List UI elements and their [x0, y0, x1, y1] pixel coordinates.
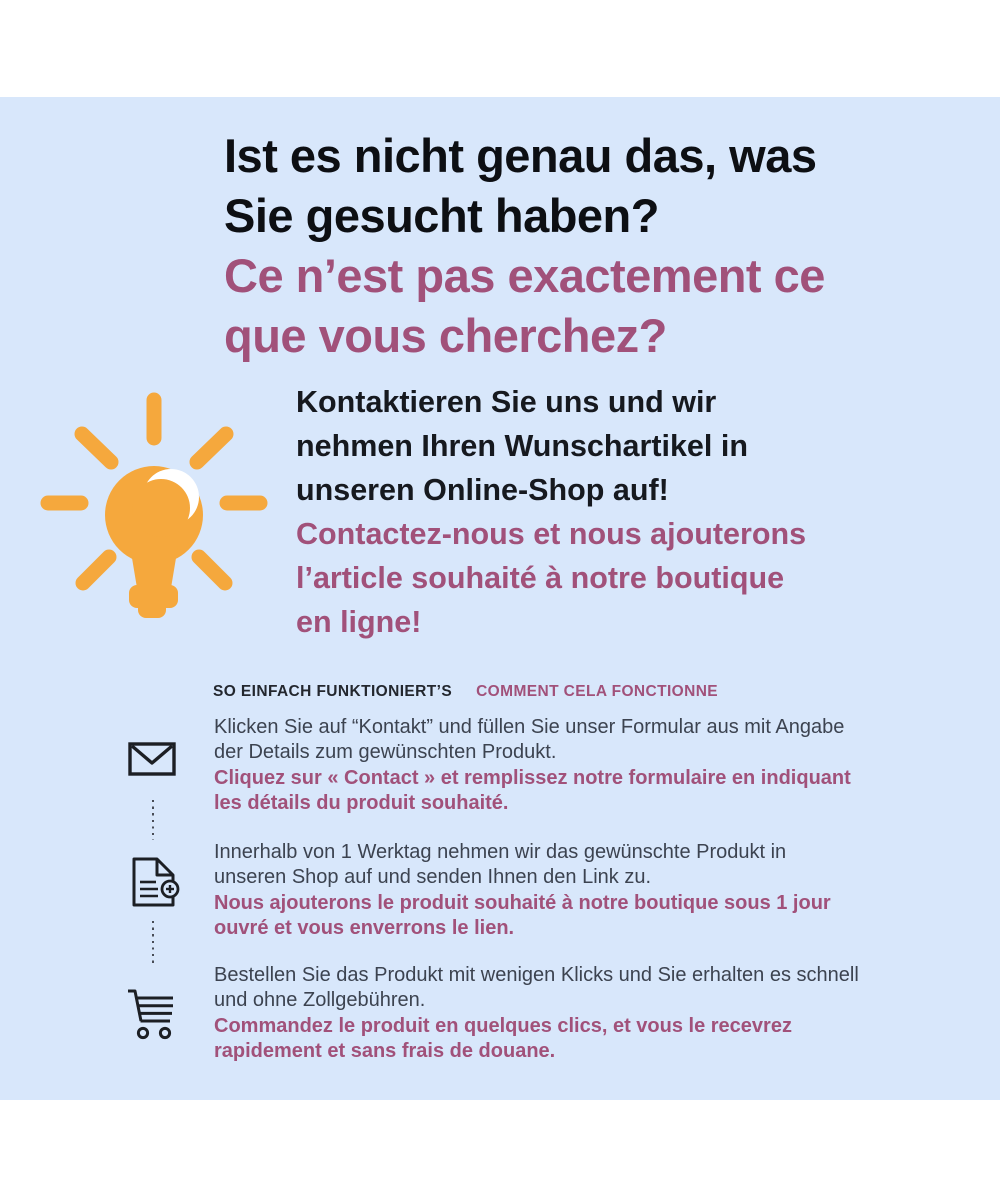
envelope-icon: [128, 742, 176, 776]
hero-de-line1: Ist es nicht genau das, was: [224, 129, 817, 182]
hero-fr-line1: Ce n’est pas exactement ce: [224, 249, 825, 302]
hero-fr-line2: que vous cherchez?: [224, 309, 667, 362]
dotted-connector-1: [152, 800, 154, 840]
dotted-connector-2: [152, 921, 154, 966]
hero-de-line2: Sie gesucht haben?: [224, 189, 659, 242]
lightbulb-icon: [40, 388, 268, 628]
step-3-de-line1: Bestellen Sie das Produkt mit wenigen Klicks und Sie erhalten es schnell: [214, 964, 859, 986]
step-3-fr-line1: Commandez le produit en quelques clics, et vous le recevrez: [214, 1014, 792, 1037]
step-2: [214, 840, 974, 942]
section-heading-fr: COMMENT CELA FONCTIONNE: [476, 683, 719, 700]
section-heading: [213, 683, 718, 701]
step-1: [214, 715, 974, 817]
intro-text: [296, 380, 806, 644]
step-2-de-line1: Innerhalb von 1 Werktag nehmen wir das gewünschte Produkt in: [214, 841, 787, 863]
intro-de-line3: unseren Online-Shop auf!: [296, 473, 669, 507]
intro-fr-line1: Contactez-nous et nous ajouterons: [296, 517, 807, 551]
intro-de-line2: nehmen Ihren Wunschartikel in: [296, 429, 748, 463]
intro-fr-line2: l’article souhaité à notre boutique: [296, 561, 785, 595]
section-heading-de: SO EINFACH FUNKTIONIERT’S: [213, 683, 453, 700]
step-1-de-line2: der Details zum gewünschten Produkt.: [214, 741, 557, 764]
document-add-icon: [129, 857, 181, 909]
shopping-cart-icon: [125, 986, 187, 1040]
step-2-de-line2: unseren Shop auf und senden Ihnen den Link zu.: [214, 866, 652, 889]
step-3: [214, 963, 974, 1065]
step-1-fr-line2: les détails du produit souhaité.: [214, 792, 509, 815]
step-3-de-line2: und ohne Zollgebühren.: [214, 989, 426, 1012]
step-1-fr-line1: Cliquez sur « Contact » et remplissez notre formulaire en indiquant: [214, 766, 851, 789]
step-2-fr-line1: Nous ajouterons le produit souhaité à notre boutique sous 1 jour: [214, 891, 831, 914]
step-2-fr-line2: ouvré et vous enverrons le lien.: [214, 917, 515, 940]
step-3-fr-line2: rapidement et sans frais de douane.: [214, 1040, 556, 1063]
hero-heading: [224, 126, 825, 366]
intro-fr-line3: en ligne!: [296, 605, 422, 639]
intro-de-line1: Kontaktieren Sie uns und wir: [296, 385, 717, 419]
step-1-de-line1: Klicken Sie auf “Kontakt” und füllen Sie unser Formular aus mit Angabe: [214, 716, 845, 738]
